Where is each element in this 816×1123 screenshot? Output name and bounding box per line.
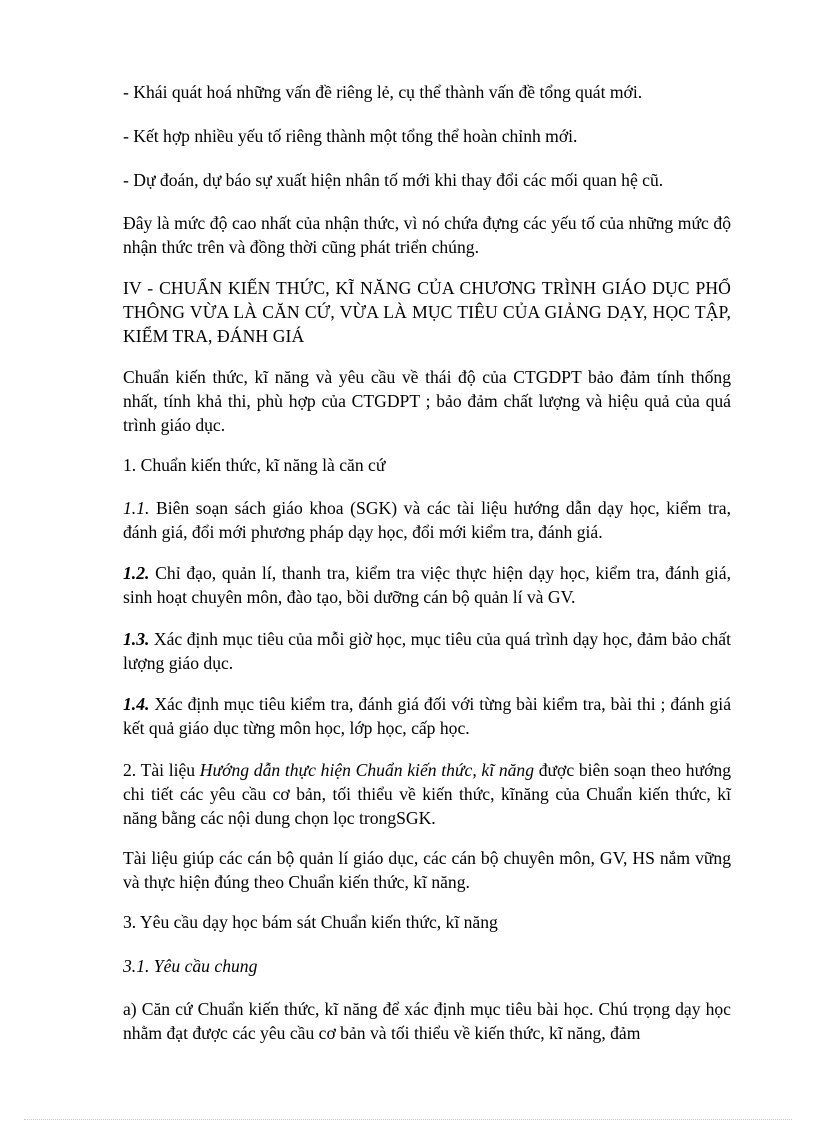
item-1-1 bbox=[123, 496, 731, 544]
paragraph-highest-level: Đây là mức độ cao nhất của nhận thức, vì nó chứa đựng các yếu tố của những mức độ nhận thức trên và đồng thời cũng phát triển chúng. bbox=[123, 213, 731, 257]
bullet-predict: - Dự đoán, dự báo sự xuất hiện nhân tố mới khi thay đổi các mối quan hệ cũ. bbox=[123, 170, 664, 190]
paragraph-document-helps: Tài liệu giúp các cán bộ quản lí giáo dục, các cán bộ chuyên môn, GV, HS nắm vững và thực hiện đúng theo Chuẩn kiến thức, kĩ năng. bbox=[123, 848, 731, 892]
item-1-2-number: 1.2. bbox=[123, 563, 150, 583]
subheading-3-1: 3.1. Yêu cầu chung bbox=[123, 956, 258, 976]
item-1-4-text: Xác định mục tiêu kiểm tra, đánh giá đối với từng bài kiểm tra, bài thi ; đánh giá kết quả giáo dục từng môn học, lớp học, cấp học. bbox=[123, 694, 731, 738]
item-1-3 bbox=[123, 627, 731, 675]
paragraph-item-a: a) Căn cứ Chuẩn kiến thức, kĩ năng để xác định mục tiêu bài học. Chú trọng dạy học nhằm đạt được các yêu cầu cơ bản và tối thiểu về kiến thức, kĩ năng, đảm bbox=[123, 999, 731, 1043]
guide-lead: 2. Tài liệu bbox=[123, 760, 200, 780]
item-1-2 bbox=[123, 561, 731, 609]
guide-title: Hướng dẫn thực hiện Chuẩn kiến thức, kĩ năng bbox=[199, 760, 535, 780]
item-1-3-number: 1.3. bbox=[123, 629, 150, 649]
bullet-generalize: - Khái quát hoá những vấn đề riêng lẻ, cụ thể thành vấn đề tổng quát mới. bbox=[123, 82, 643, 102]
item-1-3-text: Xác định mục tiêu của mỗi giờ học, mục tiêu của quá trình dạy học, đảm bảo chất lượng giáo dục. bbox=[123, 629, 731, 673]
subheading-3: 3. Yêu cầu dạy học bám sát Chuẩn kiến thức, kĩ năng bbox=[123, 912, 498, 932]
item-1-1-text: Biên soạn sách giáo khoa (SGK) và các tài liệu hướng dẫn dạy học, kiểm tra, đánh giá, đổi mới phương pháp dạy học, đổi mới kiểm tra, đánh giá. bbox=[123, 498, 731, 542]
section-heading-iv: IV - CHUẨN KIẾN THỨC, KĨ NĂNG CỦA CHƯƠNG TRÌNH GIÁO DỤC PHỔ THÔNG VỪA LÀ CĂN CỨ, VỪA LÀ MỤC TIÊU CỦA GIẢNG DẠY, HỌC TẬP, KIỂM TRA, ĐÁNH GIÁ bbox=[123, 278, 731, 346]
guide-tail: được biên soạn theo hướng chi tiết các yêu cầu cơ bản, tối thiểu về kiến thức, kĩnăng của Chuẩn kiến thức, kĩ năng bằng các nội dung chọn lọc trongSGK. bbox=[123, 760, 731, 828]
item-1-1-number: 1.1. bbox=[123, 498, 150, 518]
paragraph-guide-document bbox=[123, 758, 731, 830]
page-bottom-rule bbox=[24, 1119, 792, 1120]
item-1-2-text: Chỉ đạo, quản lí, thanh tra, kiểm tra việc thực hiện dạy học, kiểm tra, đánh giá, sinh hoạt chuyên môn, đào tạo, bồi dưỡng cán bộ quản lí và GV. bbox=[123, 563, 731, 607]
item-1-4-number: 1.4. bbox=[123, 694, 150, 714]
subheading-1: 1. Chuẩn kiến thức, kĩ năng là căn cứ bbox=[123, 455, 386, 475]
item-1-4 bbox=[123, 692, 731, 740]
bullet-combine: - Kết hợp nhiều yếu tố riêng thành một tổng thể hoàn chỉnh mới. bbox=[123, 126, 578, 146]
paragraph-standards-intro: Chuẩn kiến thức, kĩ năng và yêu cầu về thái độ của CTGDPT bảo đảm tính thống nhất, tính khả thi, phù hợp của CTGDPT ; bảo đảm chất lượng và hiệu quả của quá trình giáo dục. bbox=[123, 367, 731, 435]
